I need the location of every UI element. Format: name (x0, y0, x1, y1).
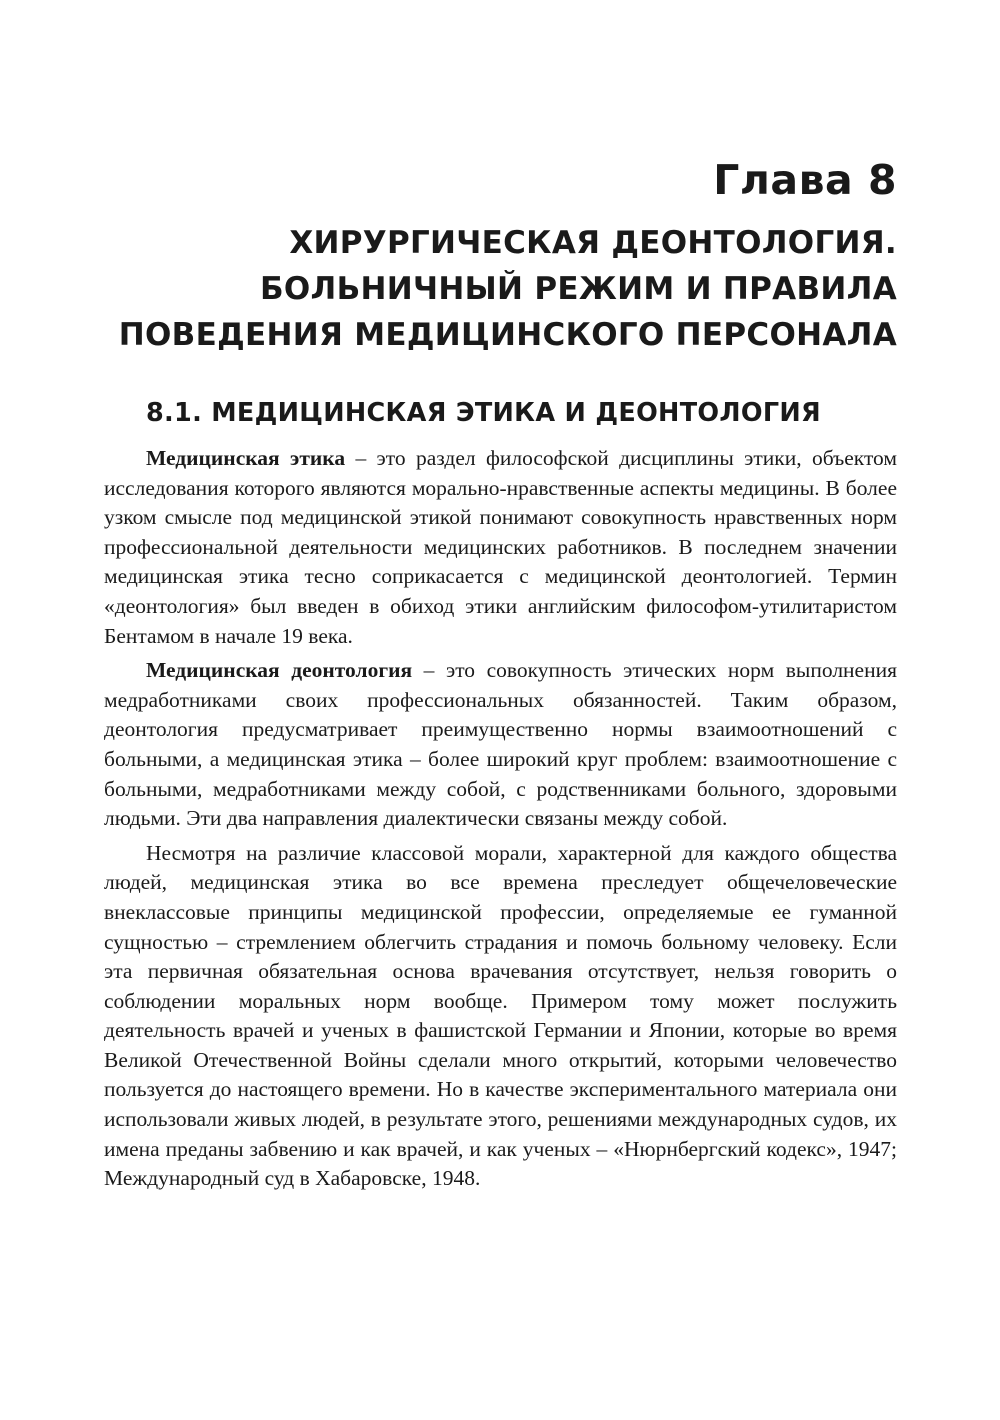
body-text (104, 444, 897, 1199)
section-title: 8.1. МЕДИЦИНСКАЯ ЭТИКА И ДЕОНТОЛОГИЯ (146, 398, 821, 428)
defined-term: Медицинская деонтология (146, 658, 413, 683)
paragraph (104, 656, 897, 834)
defined-term: Медицинская этика (146, 446, 346, 470)
paragraph (104, 839, 897, 1194)
paragraph (104, 444, 897, 651)
paragraph-text: Несмотря на различие классовой морали, характерной для каждого общества людей, медицинская этика во все времена преследует общечеловеческие внеклассовые принципы медицинской профессии, определяемые ее гуманной сущностью – стремлением облегчить страдания и помочь больному человеку. Если эта первичная обязательная основа врачевания отсутствует, нельзя говорить о соблюдении моральных норм вообще. Примером тому может послужить деятельность врачей и ученых в фашистской Германии и Японии, которые во время Великой Отечественной Войны сделали много открытий, которыми человечество пользуется до настоящего времени. Но в качестве экспериментального материала они использовали живых людей, в результате этого, решениями международных судов, их имена преданы забвению и как врачей, и как ученых – «Нюрнбергский кодекс», 1947; Международный суд в Хабаровске, 1948. (104, 840, 897, 1191)
chapter-title (97, 220, 897, 358)
chapter-title-line: ХИРУРГИЧЕСКАЯ ДЕОНТОЛОГИЯ. (289, 225, 897, 261)
paragraph-text: – это раздел философской дисциплины этики, объектом исследования которого являются морально-нравственные аспекты медицины. В более узком смысле под медицинской этикой понимают совокупность нравственных норм профессиональной деятельности медицинских работников. В последнем значении медицинская этика тесно соприкасается с медицинской деонтологией. Термин «деонтология» был введен в обиход этики английским философом-утилитаристом Бентамом в начале 19 века. (104, 446, 897, 648)
chapter-title-line: БОЛЬНИЧНЫЙ РЕЖИМ И ПРАВИЛА (259, 271, 897, 307)
chapter-title-line: ПОВЕДЕНИЯ МЕДИЦИНСКОГО ПЕРСОНАЛА (118, 317, 897, 353)
paragraph-text: – это совокупность этических норм выполнения медработниками своих профессиональных обязанностей. Таким образом, деонтология предусматривает преимущественно нормы взаимоотношений с больными, а медицинская этика – более широкий круг проблем: взаимоотношение с больными, медработниками между собой, с родственниками больного, здоровыми людьми. Эти два направления диалектически связаны между собой. (104, 658, 897, 831)
chapter-label: Глава 8 (713, 156, 897, 204)
